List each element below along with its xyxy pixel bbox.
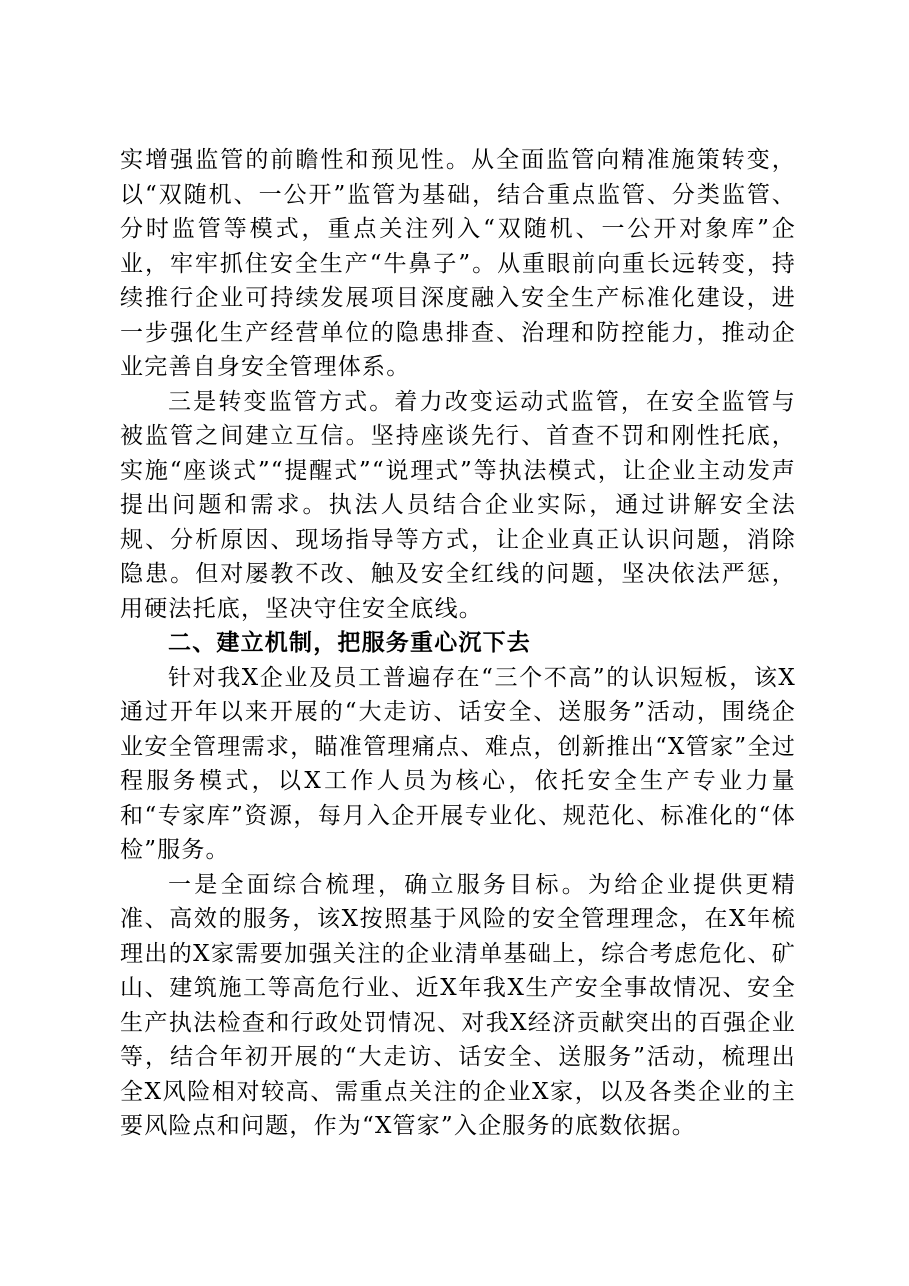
paragraph-4: 一是全面综合梳理，确立服务目标。为给企业提供更精准、高效的服务，该X按照基于风险的安全管理理念，在X年梳理出的X家需要加强关注的企业清单基础上，综合考虑危化、矿山、建筑施工等高危行业、近X年我X生产安全事故情况、安全生产执法检查和行政处罚情况、对我X经济贡献突出的百强企业等，结合年初开展的“大走访、话安全、送服务”活动，梳理出全X风险相对较高、需重点关注的企业X家，以及各类企业的主要风险点和问题，作为“X管家”入企服务的底数依据。 <box>120 871 796 1139</box>
paragraph-1: 实增强监管的前瞻性和预见性。从全面监管向精准施策转变，以“双随机、一公开”监管为基础，结合重点监管、分类监管、分时监管等模式，重点关注列入“双随机、一公开对象库”企业，牢牢抓住安全生产“牛鼻子”。从重眼前向重长远转变，持续推行企业可持续发展项目深度融入安全生产标准化建设，进一步强化生产经营单位的隐患排查、治理和防控能力，推动企业完善自身安全管理体系。 <box>120 147 796 380</box>
paragraph-2: 三是转变监管方式。着力改变运动式监管，在安全监管与被监管之间建立互信。坚持座谈先行、首查不罚和刚性托底，实施“座谈式”“提醒式”“说理式”等执法模式，让企业主动发声提出问题和需求。执法人员结合企业实际，通过讲解安全法规、分析原因、现场指导等方式，让企业真正认识问题，消除隐患。但对屡教不改、触及安全红线的问题，坚决依法严惩，用硬法托底，坚决守住安全底线。 <box>120 388 796 622</box>
section-heading: 二、建立机制，把服务重心沉下去 <box>168 630 531 656</box>
paragraph-3: 针对我X企业及员工普遍存在“三个不高”的认识短板，该X通过开年以来开展的“大走访、话安全、送服务”活动，围绕企业安全管理需求，瞄准管理痛点、难点，创新推出“X管家”全过程服务模式，以X工作人员为核心，依托安全生产专业力量和“专家库”资源，每月入企开展专业化、规范化、标准化的“体检”服务。 <box>120 664 796 863</box>
document-page <box>120 143 796 1144</box>
